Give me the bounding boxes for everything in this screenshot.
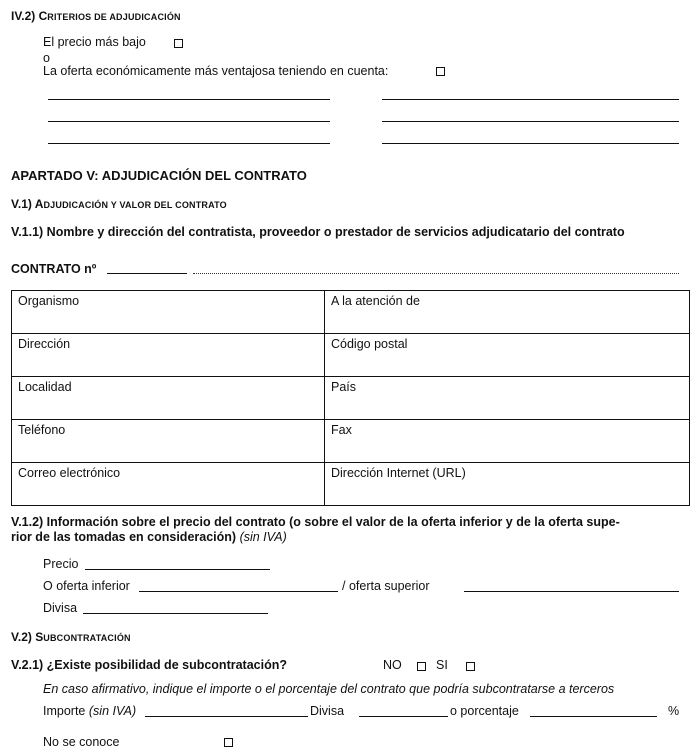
table-cell-atencion[interactable]: A la atención de — [325, 291, 690, 334]
divisa-field[interactable] — [83, 613, 268, 614]
oferta-inferior-field[interactable] — [139, 591, 338, 592]
table-row — [12, 463, 690, 506]
or-label: o — [43, 51, 50, 65]
table-cell-correo[interactable]: Correo electrónico — [12, 463, 325, 506]
precio-field[interactable] — [85, 569, 270, 570]
best-offer-checkbox[interactable] — [436, 67, 445, 76]
subcontract-instruction: En caso afirmativo, indique el importe o el porcentaje del contrato que podría subcontratarse a terceros — [43, 682, 615, 696]
percent-sign: % — [668, 704, 680, 718]
criteria-line[interactable] — [48, 143, 330, 144]
criteria-line[interactable] — [382, 99, 679, 100]
contrato-dotted-field[interactable] — [193, 273, 679, 274]
table-cell-localidad[interactable]: Localidad — [12, 377, 325, 420]
no-se-conoce-checkbox[interactable] — [224, 738, 233, 747]
divisa-label: Divisa — [43, 601, 78, 615]
section-heading-v1: V.1) ADJUDICACIÓN Y VALOR DEL CONTRATO — [11, 197, 227, 211]
table-row — [12, 377, 690, 420]
contrato-label: CONTRATO nº — [11, 262, 97, 276]
contrato-number-field[interactable] — [107, 273, 187, 274]
lowest-price-checkbox[interactable] — [174, 39, 183, 48]
section-heading-v11: V.1.1) Nombre y dirección del contratista, proveedor o prestador de servicios adjudicatario del contrato — [11, 225, 625, 239]
subcontract-divisa-field[interactable] — [359, 716, 448, 717]
subcontract-divisa-label: Divisa — [310, 704, 345, 718]
section-heading-v21: V.2.1) ¿Existe posibilidad de subcontratación? — [11, 658, 287, 672]
no-se-conoce-label: No se conoce — [43, 735, 120, 749]
oferta-superior-field[interactable] — [464, 591, 679, 592]
oferta-inferior-label: O oferta inferior — [43, 579, 130, 593]
criteria-line[interactable] — [382, 143, 679, 144]
apartado-v-heading: APARTADO V: ADJUDICACIÓN DEL CONTRATO — [11, 168, 307, 183]
section-heading-v12: V.1.2) Información sobre el precio del contrato (o sobre el valor de la oferta inferior y de la oferta supe- — [11, 515, 620, 529]
table-cell-telefono[interactable]: Teléfono — [12, 420, 325, 463]
table-row — [12, 291, 690, 334]
criteria-line[interactable] — [48, 121, 330, 122]
lowest-price-label: El precio más bajo — [43, 35, 146, 49]
si-checkbox[interactable] — [466, 662, 475, 671]
oferta-superior-label: / oferta superior — [342, 579, 430, 593]
importe-field[interactable] — [145, 716, 308, 717]
table-cell-codigo-postal[interactable]: Código postal — [325, 334, 690, 377]
no-label: NO — [383, 658, 402, 672]
table-cell-pais[interactable]: País — [325, 377, 690, 420]
table-cell-fax[interactable]: Fax — [325, 420, 690, 463]
no-checkbox[interactable] — [417, 662, 426, 671]
si-label: SI — [436, 658, 448, 672]
criteria-line[interactable] — [48, 99, 330, 100]
section-heading-v12-cont: rior de las tomadas en consideración) (sin IVA) — [11, 530, 287, 544]
criteria-line[interactable] — [382, 121, 679, 122]
best-offer-label: La oferta económicamente más ventajosa teniendo en cuenta: — [43, 64, 389, 78]
precio-label: Precio — [43, 557, 79, 571]
importe-label: Importe (sin IVA) — [43, 704, 137, 718]
table-cell-direccion[interactable]: Dirección — [12, 334, 325, 377]
table-row — [12, 334, 690, 377]
table-cell-organismo[interactable]: Organismo — [12, 291, 325, 334]
table-cell-url[interactable]: Dirección Internet (URL) — [325, 463, 690, 506]
contractor-table — [11, 290, 690, 506]
section-heading-v2: V.2) SUBCONTRATACIÓN — [11, 630, 131, 644]
section-heading-iv2: IV.2) CRITERIOS DE ADJUDICACIÓN — [11, 9, 181, 23]
porcentaje-field[interactable] — [530, 716, 657, 717]
table-row — [12, 420, 690, 463]
porcentaje-label: o porcentaje — [450, 704, 519, 718]
